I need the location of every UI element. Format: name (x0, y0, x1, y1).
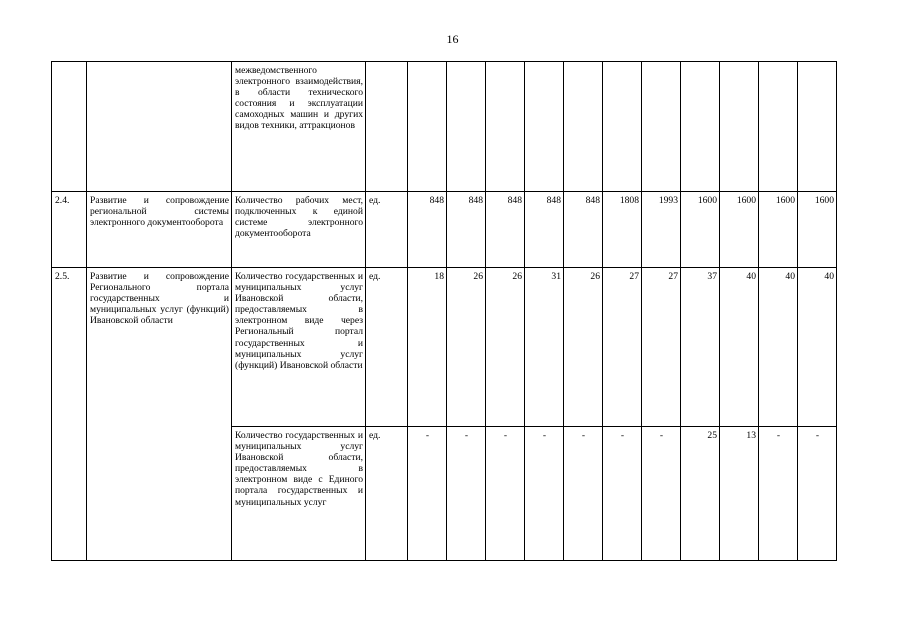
value-cell: 18 (408, 268, 447, 427)
row-indicator-cell: Количество государственных и муниципальных услуг Ивановской области, предоставляемых в электронном виде через Региональный портал государственных и муниципальных услуг (функций) Ивановской области (232, 268, 366, 427)
value-cell: - (486, 427, 525, 561)
value-cell: 1600 (759, 192, 798, 268)
row-indicator-cell: Количество рабочих мест, подключенных к единой системе электронного документооборота (232, 192, 366, 268)
row-code-cell: 2.5. (52, 268, 87, 561)
value-cell: 1600 (681, 192, 720, 268)
value-cell: 37 (681, 268, 720, 427)
value-cell: 1993 (642, 192, 681, 268)
indicator-table (51, 61, 837, 561)
row-name-cell: Развитие и сопровождение региональной системы электронного документооборота (87, 192, 232, 268)
value-cell: - (564, 427, 603, 561)
value-cell (525, 62, 564, 192)
value-cell: 26 (447, 268, 486, 427)
value-cell: 848 (525, 192, 564, 268)
row-name-cell (87, 62, 232, 192)
value-cell: 27 (642, 268, 681, 427)
value-cell: 40 (759, 268, 798, 427)
row-unit-cell: ед. (366, 268, 408, 427)
value-cell: - (525, 427, 564, 561)
row-unit-cell: ед. (366, 192, 408, 268)
row-indicator-cell: межведомственного электронного взаимодействия, в области технического состояния и эксплуатации самоходных машин и других видов техники, аттракционов (232, 62, 366, 192)
row-unit-cell (366, 62, 408, 192)
value-cell: 26 (486, 268, 525, 427)
table-row (52, 192, 837, 268)
value-cell: 1600 (720, 192, 759, 268)
value-cell: 1808 (603, 192, 642, 268)
row-unit-cell: ед. (366, 427, 408, 561)
value-cell (798, 62, 837, 192)
value-cell: 40 (720, 268, 759, 427)
value-cell: 848 (408, 192, 447, 268)
value-cell: 25 (681, 427, 720, 561)
table-row (52, 62, 837, 192)
value-cell: 848 (564, 192, 603, 268)
value-cell (447, 62, 486, 192)
row-code-cell: 2.4. (52, 192, 87, 268)
value-cell: 848 (486, 192, 525, 268)
value-cell (681, 62, 720, 192)
value-cell: 31 (525, 268, 564, 427)
value-cell: 27 (603, 268, 642, 427)
row-code-cell (52, 62, 87, 192)
value-cell: - (603, 427, 642, 561)
value-cell (408, 62, 447, 192)
row-name-cell: Развитие и сопровождение Регионального портала государственных и муниципальных услуг (функций) Ивановской области (87, 268, 232, 561)
value-cell (720, 62, 759, 192)
value-cell (759, 62, 798, 192)
value-cell (642, 62, 681, 192)
value-cell: - (642, 427, 681, 561)
value-cell: 13 (720, 427, 759, 561)
value-cell: 26 (564, 268, 603, 427)
page-number: 16 (446, 32, 459, 46)
value-cell: 40 (798, 268, 837, 427)
value-cell: - (447, 427, 486, 561)
value-cell (564, 62, 603, 192)
value-cell: - (408, 427, 447, 561)
value-cell: 1600 (798, 192, 837, 268)
row-indicator-cell: Количество государственных и муниципальных услуг Ивановской области, предоставляемых в электронном виде с Единого портала государственных и муниципальных услуг (232, 427, 366, 561)
value-cell: 848 (447, 192, 486, 268)
value-cell (603, 62, 642, 192)
value-cell: - (798, 427, 837, 561)
value-cell: - (759, 427, 798, 561)
table-row (52, 268, 837, 427)
value-cell (486, 62, 525, 192)
